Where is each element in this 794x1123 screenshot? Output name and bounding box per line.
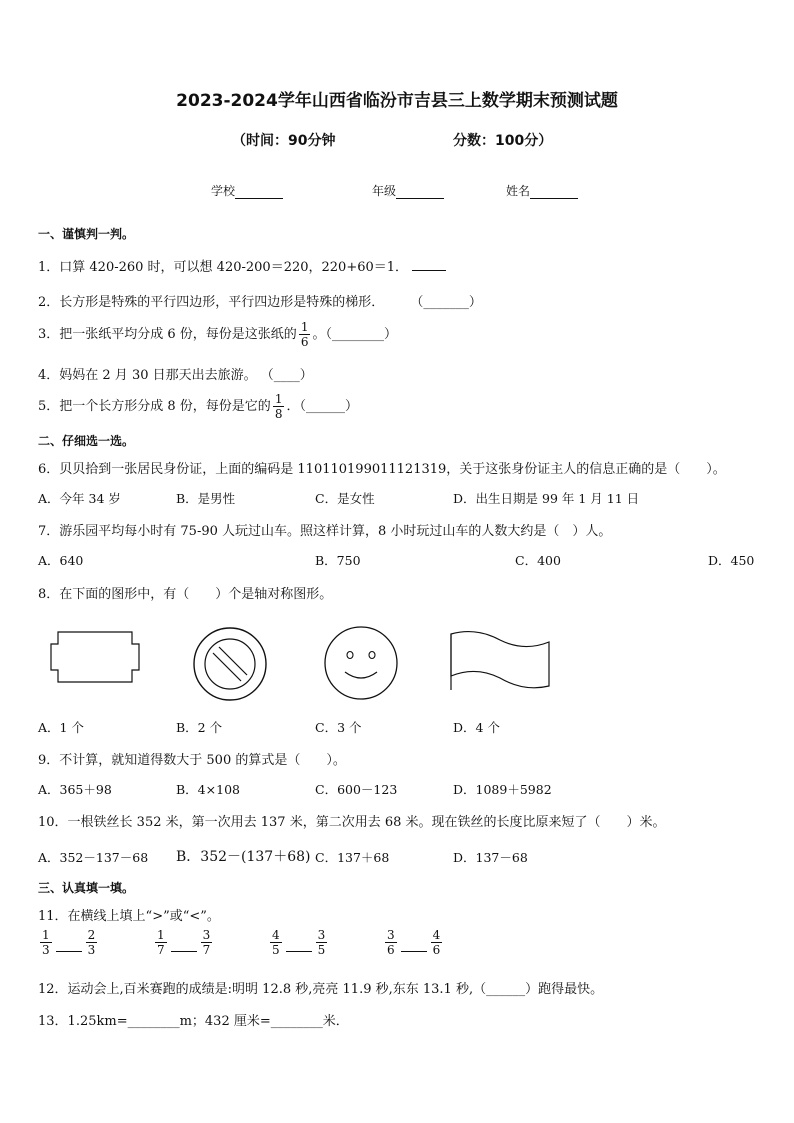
question-1 [38,256,446,275]
question-7: 7．游乐园平均每小时有 75-90 人玩过山车。照这样计算，8 小时玩过山车的人数大约是（ ）人。 [38,524,612,539]
q9-option-a[interactable]: A．365＋98 [38,782,112,797]
comparison-pair [153,928,214,957]
school-blank[interactable] [235,186,283,199]
school-field[interactable] [211,182,283,199]
fraction-numerator: 3 [387,928,395,942]
question-4: 4．妈妈在 2 月 30 日那天出去旅游。 （____） [38,368,313,383]
fraction [385,928,397,957]
name-field[interactable] [506,182,578,199]
question-3 [38,320,397,349]
question-1-text: 1．口算 420-260 时，可以想 420-200＝220，220+60＝1． [38,260,409,275]
fraction-numerator: 4 [432,928,441,942]
answer-blank[interactable] [56,933,82,952]
fraction-denominator: 6 [300,335,309,349]
fraction [155,928,167,957]
no-entry-sign-icon [191,625,269,703]
question-3-answer[interactable]: 。（________） [312,327,397,342]
question-12: 12．运动会上,百米赛跑的成绩是:明明 12.8 秒,亮亮 11.9 秒,东东 13.1 秒,（______）跑得最快。 [38,982,604,997]
fraction-numerator: 1 [274,392,283,406]
question-2 [38,291,482,310]
fraction-denominator: 3 [87,943,96,957]
fraction-numerator: 1 [157,928,165,942]
time-info: （时间：90分钟 [232,133,336,149]
q6-option-a[interactable]: A．今年 34 岁 [38,491,121,506]
q7-option-d[interactable]: D．450 [708,553,755,568]
fraction-numerator: 3 [317,928,326,942]
fraction [431,928,443,957]
fraction-denominator: 6 [387,943,395,957]
q6-option-c[interactable]: C．是女性 [315,491,375,506]
fraction-denominator: 3 [42,943,50,957]
question-2-answer[interactable]: （_______） [410,295,482,310]
q7-option-a[interactable]: A．640 [38,553,84,568]
page-title: 2023-2024学年山西省临汾市吉县三上数学期末预测试题 [176,91,618,111]
answer-blank[interactable] [171,933,197,952]
fraction-numerator: 1 [42,928,50,942]
fraction-denominator: 5 [272,943,280,957]
q7-option-b[interactable]: B．750 [315,553,361,568]
q8-option-d[interactable]: D．4 个 [453,720,500,735]
waving-flag-icon [448,630,552,692]
q6-option-d[interactable]: D．出生日期是 99 年 1 月 11 日 [453,491,640,506]
fraction-denominator: 5 [317,943,326,957]
fraction-numerator: 1 [300,320,309,334]
section-3-heading: 三、认真填一填。 [38,881,135,895]
q8-option-c[interactable]: C．3 个 [315,720,362,735]
question-5-answer[interactable]: ．（______） [286,399,358,414]
section-2-heading: 二、仔细选一选。 [38,434,135,448]
name-label: 姓名 [506,184,531,198]
question-9: 9．不计算，就知道得数大于 500 的算式是（ ）。 [38,753,346,768]
comparison-pair [38,928,99,957]
fraction [299,320,311,349]
section-1-heading: 一、谨慎判一判。 [38,227,135,241]
fraction-numerator: 4 [272,928,280,942]
fraction [273,392,285,421]
question-1-blank[interactable] [412,259,446,271]
q9-option-c[interactable]: C．600－123 [315,782,398,797]
q6-option-b[interactable]: B．是男性 [176,491,236,506]
q10-option-b[interactable]: B．352－(137＋68) [176,849,311,865]
comparison-pair [268,928,329,957]
fraction [86,928,98,957]
q10-option-a[interactable]: A．352－137－68 [38,850,149,865]
grade-field[interactable] [372,182,444,199]
answer-blank[interactable] [401,933,427,952]
question-5-text: 5．把一个长方形分成 8 份，每份是它的 [38,399,271,414]
q10-option-d[interactable]: D．137－68 [453,850,528,865]
answer-blank[interactable] [286,933,312,952]
question-10: 10．一根铁丝长 352 米，第一次用去 137 米，第二次用去 68 米。现在铁丝的长度比原来短了（ ）米。 [38,815,666,830]
fraction-numerator: 2 [87,928,96,942]
fraction-denominator: 6 [432,943,441,957]
comparison-pair [383,928,444,957]
question-11: 11．在横线上填上“>”或“<”。 [38,909,220,924]
question-6: 6．贝贝拾到一张居民身份证，上面的编码是 110110199011121319，关于这张身份证主人的信息正确的是（ ）。 [38,462,726,477]
question-13: 13．1.25km=________m；432 厘米=________米． [38,1014,349,1029]
question-5 [38,392,358,421]
name-blank[interactable] [530,186,578,199]
fraction-numerator: 3 [202,928,211,942]
question-2-text: 2．长方形是特殊的平行四边形，平行四边形是特殊的梯形． [38,295,385,310]
score-info: 分数：100分） [453,133,553,149]
question-8: 8．在下面的图形中，有（ ）个是轴对称图形。 [38,587,333,602]
fraction [40,928,52,957]
q8-option-b[interactable]: B．2 个 [176,720,223,735]
q10-option-c[interactable]: C．137＋68 [315,850,390,865]
smiley-face-icon [322,624,400,702]
q7-option-c[interactable]: C．400 [515,553,561,568]
question-3-text: 3．把一张纸平均分成 6 份，每份是这张纸的 [38,327,297,342]
fraction [316,928,328,957]
fraction-denominator: 7 [202,943,211,957]
grade-blank[interactable] [396,186,444,199]
q9-option-d[interactable]: D．1089＋5982 [453,782,552,797]
fraction-denominator: 7 [157,943,165,957]
fraction [270,928,282,957]
grade-label: 年级 [372,184,397,198]
fraction-denominator: 8 [274,407,283,421]
fraction [201,928,213,957]
q9-option-b[interactable]: B．4×108 [176,782,240,797]
school-label: 学校 [211,184,236,198]
q8-option-a[interactable]: A．1 个 [38,720,84,735]
notched-rectangle-icon [50,630,140,684]
